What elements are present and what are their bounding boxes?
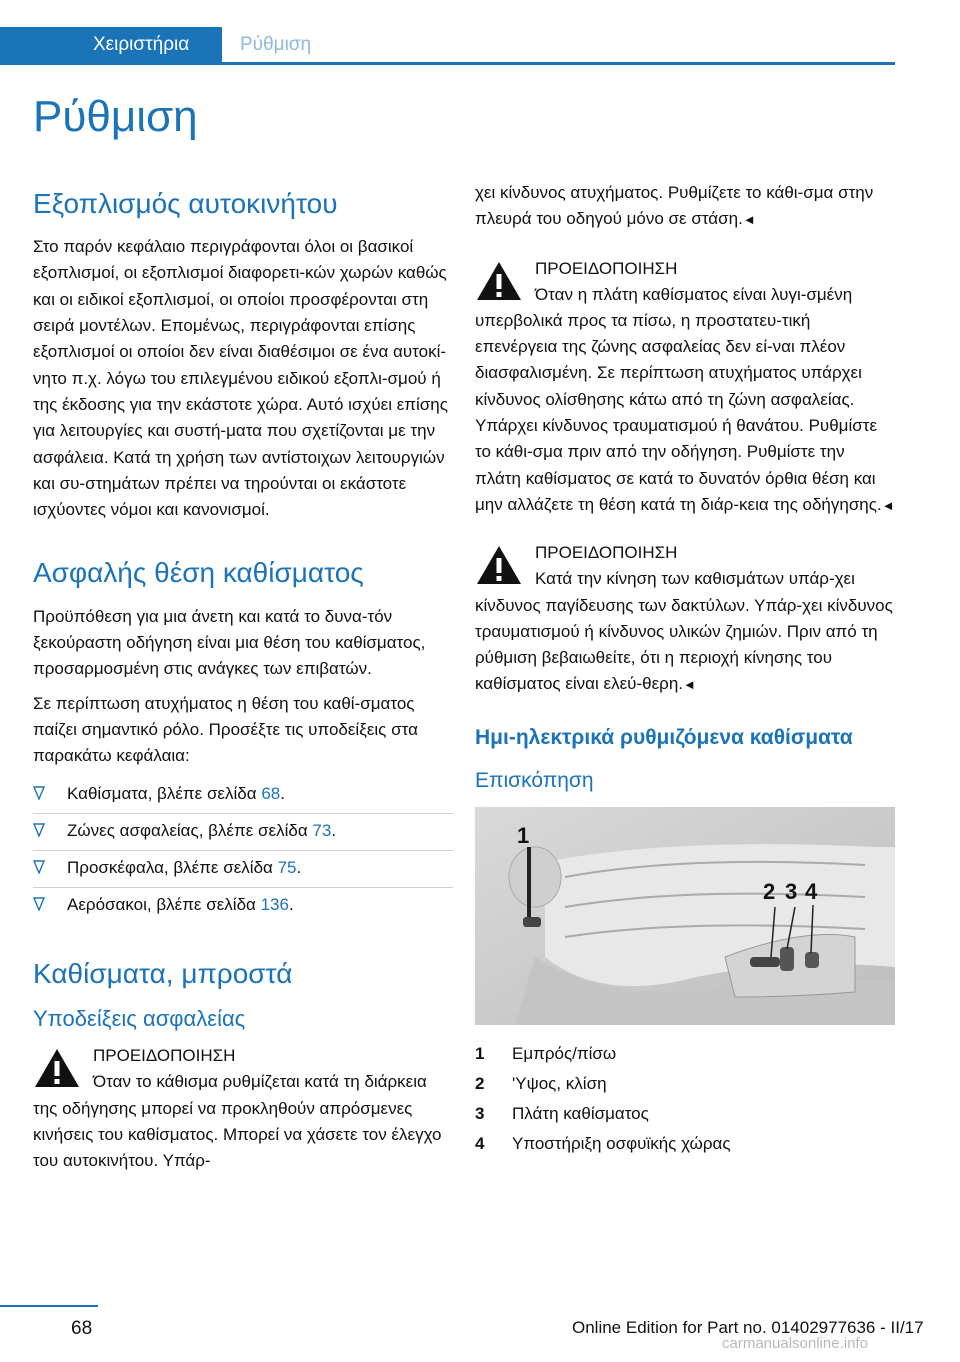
legend-list — [475, 1039, 895, 1159]
page-link[interactable]: 68 — [261, 784, 281, 804]
section-title-vehicle-equipment: Εξοπλισμός αυτοκινήτου — [33, 188, 338, 219]
warning-block — [33, 1043, 453, 1174]
reference-suffix: . — [331, 821, 337, 841]
triangle-bullet-icon — [33, 897, 45, 911]
safe-seat-paragraph-2: Σε περίπτωση ατυχήματος η θέση του καθί-σματος παίζει σημαντικό ρόλο. Προσέξτε τις υποδείξεις στα παρακάτω κεφάλαια: — [33, 693, 418, 766]
seat-controls-photo — [475, 807, 895, 1025]
legend-number: 4 — [475, 1134, 485, 1154]
subtitle-safety-notes: Υποδείξεις ασφαλείας — [33, 1005, 246, 1031]
photo-label-4: 4 — [805, 879, 818, 905]
reference-text: Καθίσματα, βλέπε σελίδα — [67, 784, 262, 804]
reference-list — [33, 777, 453, 924]
warning-triangle-icon — [475, 260, 523, 302]
reference-suffix: . — [288, 895, 294, 915]
triangle-bullet-icon — [33, 860, 45, 874]
legend-text: Εμπρός/πίσω — [512, 1044, 617, 1064]
reference-text: Προσκέφαλα, βλέπε σελίδα — [67, 858, 278, 878]
section-title-front-seats: Καθίσματα, μπροστά — [33, 958, 293, 990]
safe-seat-paragraph-1: Προϋπόθεση για μια άνετη και κατά το δυνα-τόν ξεκούραστη οδήγηση είναι μια θέση του καθίσματος, προσαρμοσμένη στις ανάγκες των επιβατών. — [33, 606, 426, 679]
legend-number: 3 — [475, 1104, 485, 1124]
legend-number: 2 — [475, 1074, 485, 1094]
page-title: Ρύθμιση — [33, 92, 198, 141]
reference-text: Αερόσακοι, βλέπε σελίδα — [67, 895, 261, 915]
legend-number: 1 — [475, 1044, 485, 1064]
end-mark-icon: ◄ — [683, 677, 696, 693]
tab-controls[interactable]: Χειριστήρια — [0, 27, 222, 62]
photo-label-1: 1 — [517, 823, 530, 849]
reference-text: Ζώνες ασφαλείας, βλέπε σελίδα — [67, 821, 313, 841]
list-item — [33, 777, 453, 814]
triangle-bullet-icon — [33, 786, 45, 800]
photo-label-3: 3 — [785, 879, 798, 905]
warning-block — [475, 256, 895, 519]
warning-continuation — [475, 180, 895, 234]
page-link[interactable]: 73 — [312, 821, 332, 841]
warning-text: Κατά την κίνηση των καθισμάτων υπάρ-χει κίνδυνος παγίδευσης των δακτύλων. Υπάρ-χει κίνδυνος τραυματισμού ή κίνδυνος υλικών ζημιών. Πριν από τη ρύθμιση βεβαιωθείτε, ότι η περιοχή κίνησης του καθίσματος είναι ελεύ-θερη. — [475, 569, 893, 694]
watermark: carmanualsonline.info — [722, 1335, 868, 1352]
reference-suffix: . — [296, 858, 302, 878]
header-tab-bar — [0, 27, 895, 65]
legend-text: Υποστήριξη οσφυϊκής χώρας — [512, 1134, 731, 1154]
warning-title: ΠΡΟΕΙΔΟΠΟΙΗΣΗ — [535, 258, 678, 278]
photo-label-2: 2 — [763, 879, 776, 905]
left-column — [33, 188, 453, 1182]
tab-settings[interactable]: Ρύθμιση — [240, 34, 312, 55]
end-mark-icon: ◄ — [881, 497, 895, 513]
legend-text: 'Υψος, κλίση — [512, 1074, 607, 1094]
warning-text: χει κίνδυνος ατυχήματος. Ρυθμίζετε το κάθι-σμα στην πλευρά του οδηγού μόνο σε στάση. — [475, 183, 874, 229]
list-item — [33, 888, 453, 924]
subtitle-overview: Επισκόπηση — [475, 769, 594, 793]
page-link[interactable]: 75 — [277, 858, 297, 878]
right-column — [475, 180, 895, 1159]
list-item — [475, 1069, 895, 1099]
end-mark-icon: ◄ — [742, 212, 756, 228]
list-item — [475, 1129, 895, 1159]
reference-suffix: . — [280, 784, 285, 804]
warning-text: Όταν η πλάτη καθίσματος είναι λυγι-σμένη υπερβολικά προς τα πίσω, η προστατευ-τική επενέργεια της ζώνης ασφαλείας δεν εί-ναι πλέον διασφαλισμένη. Σε περίπτωση ατυχήματος υπάρχει κίνδυνος ολίσθησης κάτω από τη ζώνη ασφαλείας. Υπάρχει κίνδυνος τραυματισμού ή θανάτου. Ρυθμίστε το κάθι-σμα πριν από την οδήγηση. Ρυθμίστε την πλάτη καθίσματος σε κατά το δυνατόν όρθια θέση και μην αλλάζετε τη θέση κατά τη διάρ-κεια της οδήγησης. — [475, 284, 882, 514]
legend-text: Πλάτη καθίσματος — [512, 1104, 649, 1124]
warning-title: ΠΡΟΕΙΔΟΠΟΙΗΣΗ — [535, 543, 678, 563]
list-item — [475, 1099, 895, 1129]
edition-note: Online Edition for Part no. 01402977636 - II/17 — [572, 1318, 924, 1337]
list-item — [475, 1039, 895, 1069]
triangle-bullet-icon — [33, 823, 45, 837]
section-title-safe-seat-position: Ασφαλής θέση καθίσματος — [33, 557, 364, 589]
warning-title: ΠΡΟΕΙΔΟΠΟΙΗΣΗ — [93, 1046, 236, 1066]
list-item — [33, 814, 453, 851]
warning-text: Όταν το κάθισμα ρυθμίζεται κατά τη διάρκεια της οδήγησης μπορεί να προκληθούν απρόσμενες κινήσεις του καθίσματος. Μπορεί να χάσετε τον έλεγχο του αυτοκινήτου. Υπάρ- — [33, 1072, 442, 1171]
page-link[interactable]: 136 — [260, 895, 289, 915]
warning-block — [475, 540, 895, 697]
list-item — [33, 851, 453, 888]
section-title-semi-electric-seats: Ημι-ηλεκτρικά ρυθμιζόμενα καθίσματα — [475, 725, 853, 749]
footer-rule — [0, 1305, 98, 1307]
warning-triangle-icon — [33, 1047, 81, 1089]
page-number: 68 — [71, 1318, 93, 1339]
warning-triangle-icon — [475, 544, 523, 586]
vehicle-equipment-text: Στο παρόν κεφάλαιο περιγράφονται όλοι οι βασικοί εξοπλισμοί, οι εξοπλισμοί διαφορετι-κών χωρών καθώς και οι ειδικοί εξοπλισμοί, οι οποίοι προσφέρονται στη σειρά μοντέλων. Επομένως, περιγράφονται επίσης εξοπλισμοί οι οποίοι δεν είναι διαθέσιμοι σε ένα αυτοκί-νητο π.χ. λόγω του επιλεγμένου ειδικού εξοπλι-σμού ή της έκδοσης για την εκάστοτε χώρα. Αυτό ισχύει επίσης για λειτουργίες και συστή-ματα που σχετίζονται με την ασφάλεια. Κατά τη χρήση των αντίστοιχων λειτουργιών και συ-στημάτων πρέπει να τηρούνται οι εκάστοτε ισχύοντες νόμοι και κανονισμοί. — [33, 237, 448, 520]
